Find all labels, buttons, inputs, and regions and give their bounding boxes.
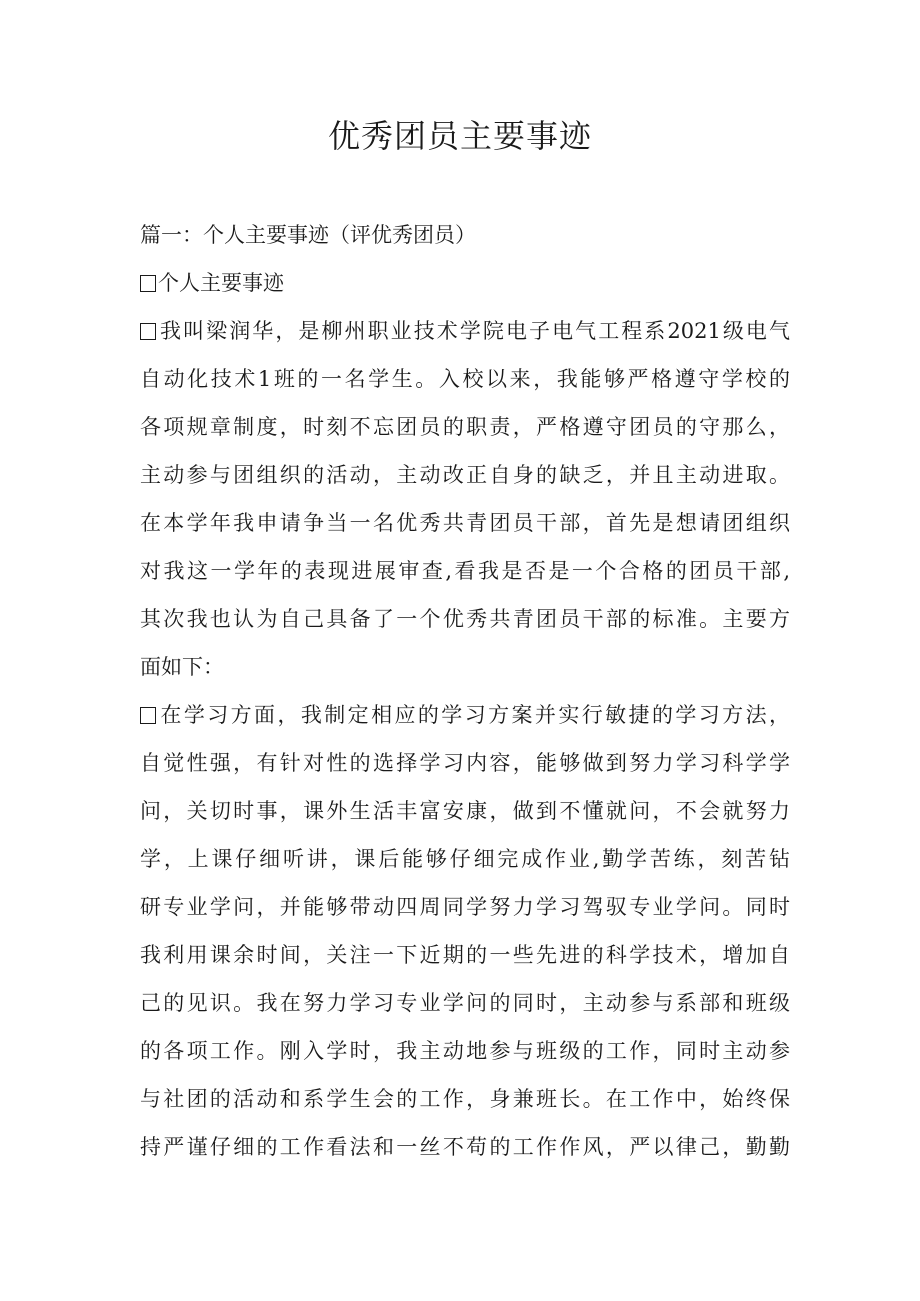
text-line-content: 自觉性强，有针对性的选择学习内容，能够做到努力学习科学学: [140, 751, 790, 775]
text-line-content: 对我这一学年的表现进展审查,看我是否是一个合格的团员干部,: [140, 559, 790, 583]
text-line: [140, 1027, 790, 1075]
text-line: [140, 211, 790, 259]
text-line: [140, 835, 790, 883]
text-line: [140, 979, 790, 1027]
text-line-content: 自动化技术1班的一名学生。入校以来，我能够严格遵守学校的: [140, 367, 790, 391]
text-line-content: 研专业学问，并能够带动四周同学努力学习驾驭专业学问。同时: [140, 895, 790, 919]
text-line: [140, 259, 790, 307]
text-line: [140, 307, 790, 355]
text-line-content: 学，上课仔细听讲，课后能够仔细完成作业,勤学苦练，刻苦钻: [140, 847, 790, 871]
text-line: [140, 643, 790, 691]
text-line-content: 各项规章制度，时刻不忘团员的职责，严格遵守团员的守那么，: [140, 415, 790, 439]
text-line-content: 篇一：个人主要事迹（评优秀团员）: [140, 223, 476, 247]
text-line: [140, 595, 790, 643]
document-title: 优秀团员主要事迹: [327, 117, 592, 155]
text-line-content: 主动参与团组织的活动，主动改正自身的缺乏，并且主动进取。: [140, 463, 790, 487]
checkbox-square-icon: [140, 323, 156, 340]
text-line-content: 我利用课余时间，关注一下近期的一些先进的科学技术，增加自: [140, 943, 790, 967]
text-line-content: 问，关切时事，课外生活丰富安康，做到不懂就问，不会就努力: [140, 799, 790, 823]
text-line: [140, 739, 790, 787]
text-line-content: 持严谨仔细的工作看法和一丝不苟的工作作风，严以律己，勤勤: [140, 1135, 790, 1159]
text-line: [140, 1123, 790, 1171]
text-line: [140, 499, 790, 547]
text-line: [140, 547, 790, 595]
checkbox-square-icon: [140, 275, 156, 292]
text-line-content: 在本学年我申请争当一名优秀共青团员干部，首先是想请团组织: [140, 511, 790, 535]
text-line-content: 在学习方面，我制定相应的学习方案并实行敏捷的学习方法，: [158, 703, 790, 727]
text-line: [140, 1075, 790, 1123]
text-line: [140, 355, 790, 403]
text-line-content: 个人主要事迹: [158, 271, 284, 295]
text-line: [140, 883, 790, 931]
text-line: [140, 787, 790, 835]
text-line-content: 我叫梁润华，是柳州职业技术学院电子电气工程系2021级电气: [158, 319, 790, 343]
text-line-content: 面如下：: [140, 655, 224, 679]
text-line-content: 己的见识。我在努力学习专业学问的同时，主动参与系部和班级: [140, 991, 790, 1015]
text-line-content: 其次我也认为自己具备了一个优秀共青团员干部的标准。主要方: [140, 607, 790, 631]
text-line: [140, 451, 790, 499]
text-line-content: 的各项工作。刚入学时，我主动地参与班级的工作，同时主动参: [140, 1039, 790, 1063]
checkbox-square-icon: [140, 707, 156, 724]
text-line: [140, 403, 790, 451]
text-line: [140, 931, 790, 979]
document-body: [140, 211, 790, 1171]
text-line-content: 与社团的活动和系学生会的工作，身兼班长。在工作中，始终保: [140, 1087, 790, 1111]
text-line: [140, 691, 790, 739]
